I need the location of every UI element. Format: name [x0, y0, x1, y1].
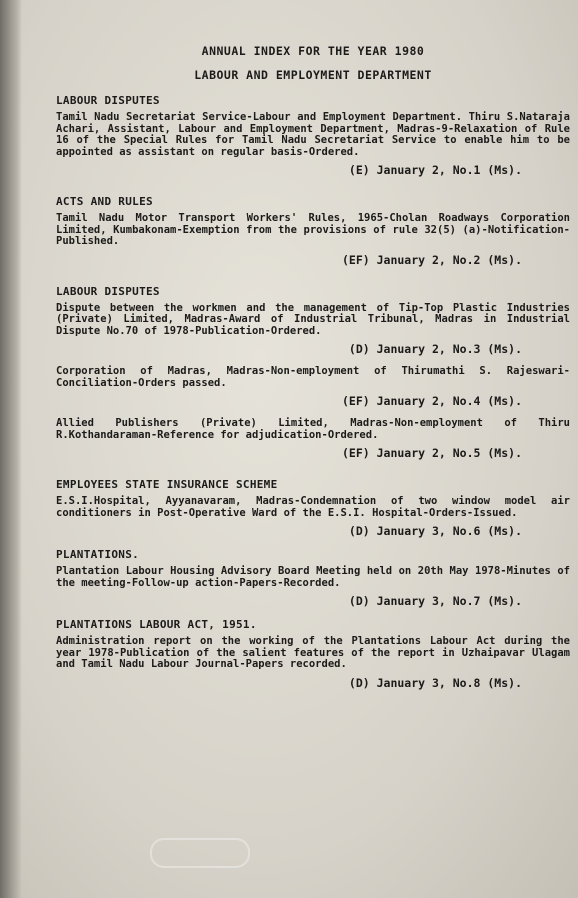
entry-text: Tamil Nadu Motor Transport Workers' Rules, 1965-Cholan Roadways Corporation Limited, Kumbakonam-Exemption from the provisions of rule 32(5) (a)-Notification-Published. [56, 212, 570, 247]
entry-7 [56, 548, 570, 608]
section-title: LABOUR DISPUTES [56, 94, 160, 107]
department-title: LABOUR AND EMPLOYMENT DEPARTMENT [194, 68, 432, 82]
entry-text: Tamil Nadu Secretariat Service-Labour and Employment Department. Thiru S.Nataraja Achari, Assistant, Labour and Employment Department, Madras-9-Relaxation of Rule 16 of the Special Rules for Tamil Nadu Secretariat Service to enable him to be appointed as assistant on regular basis-Ordered. [56, 111, 570, 158]
entry-text: Dispute between the workmen and the management of Tip-Top Plastic Industries (Private) Limited, Madras-Award of Industrial Tribunal, Madras in Industrial Dispute No.70 of 1978-Publication-Ordered. [56, 301, 570, 337]
section-title: PLANTATIONS. [56, 548, 140, 561]
entry-reference: (EF) January 2, No.2 (Ms). [341, 252, 522, 267]
entry-text: E.S.I.Hospital, Ayyanavaram, Madras-Condemnation of two window model air conditioners in Post-Operative Ward of the E.S.I. Hospital-Orders-Issued. [56, 495, 570, 519]
entry-6 [56, 478, 570, 538]
section-title: EMPLOYEES STATE INSURANCE SCHEME [56, 478, 278, 491]
entry-text: Corporation of Madras, Madras-Non-employment of Thirumathi S. Rajeswari-Conciliation-Orders passed. [56, 365, 570, 389]
entry-reference: (D) January 3, No.8 (Ms). [348, 675, 522, 690]
entry-reference: (D) January 3, No.6 (Ms). [348, 524, 522, 538]
section-title: ACTS AND RULES [56, 195, 153, 208]
entry-reference: (EF) January 2, No.5 (Ms). [341, 446, 522, 460]
entry-reference: (D) January 2, No.3 (Ms). [348, 342, 522, 356]
section-title: PLANTATIONS LABOUR ACT, 1951. [56, 618, 257, 631]
entry-5 [56, 418, 570, 460]
entry-4 [56, 366, 570, 408]
entry-3 [56, 285, 570, 357]
entry-8 [56, 618, 570, 690]
entry-1 [56, 94, 570, 177]
entry-reference: (D) January 3, No.7 (Ms). [348, 594, 522, 608]
document-header [56, 44, 570, 82]
entry-2 [56, 195, 570, 267]
index-title: ANNUAL INDEX FOR THE YEAR 1980 [201, 44, 425, 58]
section-title: LABOUR DISPUTES [56, 284, 160, 298]
entry-text: Administration report on the working of the Plantations Labour Act during the year 1978-Publication of the salient features of the report in Uzhaipavar Ulagam and Tamil Nadu Labour Journal-Papers recorded. [56, 635, 570, 670]
entry-reference: (EF) January 2, No.4 (Ms). [341, 394, 522, 408]
entry-text: Plantation Labour Housing Advisory Board Meeting held on 20th May 1978-Minutes of the meeting-Follow-up action-Papers-Recorded. [56, 565, 570, 589]
faint-stamp-mark [150, 838, 250, 868]
entry-reference: (E) January 2, No.1 (Ms). [348, 163, 522, 177]
entry-text: Allied Publishers (Private) Limited, Madras-Non-employment of Thiru R.Kothandaraman-Reference for adjudication-Ordered. [56, 417, 570, 441]
